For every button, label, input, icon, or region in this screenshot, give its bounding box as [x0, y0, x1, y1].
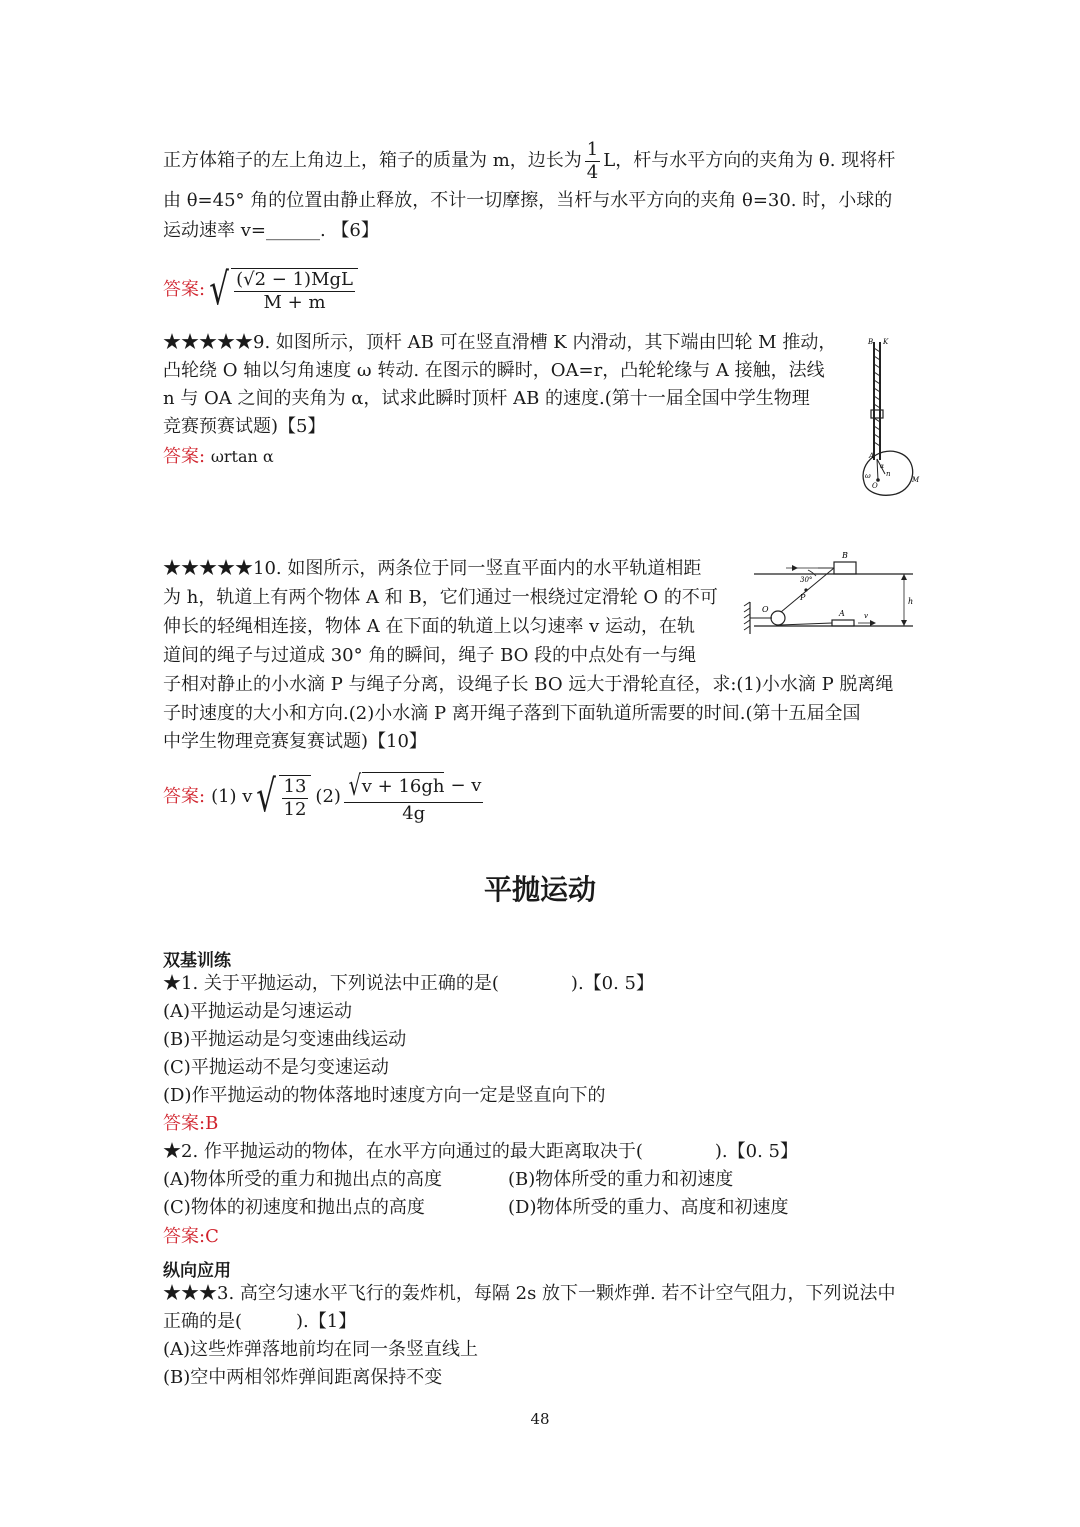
q1-answer: 答案:B	[163, 1113, 219, 1134]
p8-fraction-numerator: 1	[586, 138, 599, 160]
q2-answer: 答案:C	[163, 1226, 219, 1247]
p10-line-2: 为 h，轨道上有两个物体 A 和 B，它们通过一根绕过定滑轮 O 的不可	[163, 587, 718, 608]
page-number: 48	[530, 1410, 550, 1428]
q2-option-a: (A)物体所受的重力和抛出点的高度	[163, 1169, 443, 1190]
p9-fig-label-n: n	[886, 470, 891, 478]
q1-option-a: (A)平抛运动是匀速运动	[163, 1001, 353, 1022]
p10-line-5: 子相对静止的小水滴 P 与绳子分离，设绳子长 BO 远大于滑轮直径，求:(1)小水滴 P 脱离绳	[163, 674, 894, 695]
p9-fig-label-B: B	[868, 338, 874, 346]
p10-answer-part2-prefix: (2)	[315, 786, 341, 807]
p9-line-2: 凸轮绕 O 轴以匀角速度 ω 转动. 在图示的瞬时，OA=r，凸轮轮缘与 A 接触，法线	[163, 360, 825, 381]
p8-line-3: 运动速率 v=______. 【6】	[163, 220, 379, 241]
q2-option-c: (C)物体的初速度和抛出点的高度	[163, 1197, 425, 1218]
q3-stem-line-2: 正确的是( ).【1】	[163, 1311, 357, 1332]
p10-answer-part2-rest: − v	[450, 774, 482, 796]
p10-answer-part1-sqrt	[252, 771, 311, 822]
p10-answer-part1-fraction	[282, 778, 309, 819]
p10-fig-label-h: h	[908, 597, 914, 606]
p8-answer	[163, 262, 358, 318]
p9-line-4: 竞赛预赛试题)【5】	[163, 416, 326, 437]
subsection-vertical-application: 纵向应用	[163, 1261, 231, 1281]
q3-option-a: (A)这些炸弹落地前均在同一条竖直线上	[163, 1339, 479, 1360]
p9-answer	[163, 446, 274, 468]
p8-line-1	[163, 138, 895, 184]
p10-fig-label-angle: 30°	[800, 576, 813, 584]
p10-line-7: 中学生物理竞赛复赛试题)【10】	[163, 731, 427, 752]
p10-line-3: 伸长的轻绳相连接，物体 A 在下面的轨道上以匀速率 v 运动，在轨	[163, 616, 696, 637]
p8-text-a: 正方体箱子的左上角边上，箱子的质量为 m，边长为	[163, 150, 582, 171]
q1-option-c: (C)平抛运动不是匀变速运动	[163, 1057, 389, 1078]
p10-answer-part2-root: v + 16gh	[362, 772, 445, 800]
p8-line-2: 由 θ=45° 角的位置由静止释放，不计一切摩擦，当杆与水平方向的夹角 θ=30. 时，小球的	[163, 190, 893, 211]
p9-fig-label-omega: ω	[865, 472, 871, 480]
p8-fraction	[585, 138, 600, 183]
p8-answer-denominator: M + m	[263, 292, 326, 313]
q2-stem: ★2. 作平抛运动的物体，在水平方向通过的最大距离取决于( ).【0. 5】	[163, 1141, 799, 1162]
p10-fig-label-P: P	[800, 593, 806, 602]
q1-stem: ★1. 关于平抛运动，下列说法中正确的是( ).【0. 5】	[163, 973, 655, 994]
p8-answer-label: 答案:	[163, 279, 206, 300]
p10-line-4: 道间的绳子与过道成 30° 角的瞬间，绳子 BO 段的中点处有一与绳	[163, 645, 697, 666]
p9-fig-label-M: M	[912, 476, 920, 484]
p10-fig-label-v: v	[864, 612, 868, 620]
radical-icon: √	[256, 771, 277, 822]
p10-line-1: ★★★★★10. 如图所示，两条位于同一竖直平面内的水平轨道相距	[163, 558, 702, 579]
q3-stem-line-1: ★★★3. 高空匀速水平飞行的轰炸机，每隔 2s 放下一颗炸弹. 若不计空气阻力，下列说法中	[163, 1283, 896, 1304]
p10-answer-part1-denominator: 12	[283, 799, 307, 820]
p8-answer-numerator: (√2 − 1)MgL	[236, 269, 353, 290]
p8-fraction-denominator: 4	[586, 161, 599, 183]
p10-line-6: 子时速度的大小和方向.(2)小水滴 P 离开绳子落到下面轨道所需要的时间.(第十五届全国	[163, 703, 861, 724]
p10-answer-part1-numerator: 13	[283, 776, 307, 797]
radical-icon: √	[348, 768, 362, 802]
q2-option-b: (B)物体所受的重力和初速度	[508, 1169, 734, 1190]
radical-icon: √	[209, 264, 229, 315]
p10-fig-label-O: O	[762, 605, 769, 614]
p10-answer-part1-prefix: (1) v	[211, 786, 253, 807]
p10-answer-part2-fraction	[344, 768, 484, 824]
p9-fig-label-K: K	[883, 338, 889, 346]
p10-answer-part2-sqrt	[346, 768, 445, 802]
q3-option-b: (B)空中两相邻炸弹间距离保持不变	[163, 1367, 443, 1388]
subsection-basic-training: 双基训练	[163, 951, 231, 971]
p10-answer-part2-denominator: 4g	[402, 802, 426, 824]
q1-option-d: (D)作平抛运动的物体落地时速度方向一定是竖直向下的	[163, 1085, 606, 1106]
p8-answer-sqrt	[205, 264, 358, 315]
p10-fig-label-B: B	[842, 551, 848, 560]
p10-fig-label-A: A	[839, 609, 845, 618]
p10-answer-part2-numerator	[344, 768, 484, 803]
p10-answer-label: 答案:	[163, 786, 206, 807]
p8-answer-fraction	[234, 271, 355, 312]
section-title: 平抛运动	[483, 873, 596, 906]
p8-text-b: L，杆与水平方向的夹角为 θ. 现将杆	[603, 150, 896, 171]
p10-rails-figure	[738, 546, 918, 638]
q1-option-b: (B)平抛运动是匀变速曲线运动	[163, 1029, 407, 1050]
p10-answer	[163, 766, 486, 828]
p9-line-1: ★★★★★9. 如图所示，顶杆 AB 可在竖直滑槽 K 内滑动，其下端由凹轮 M 推动，	[163, 332, 837, 353]
p9-fig-label-A: A	[869, 452, 875, 460]
p9-cam-figure	[852, 332, 924, 498]
q2-option-d: (D)物体所受的重力、高度和初速度	[508, 1197, 789, 1218]
p9-answer-label: 答案:	[163, 446, 206, 467]
p9-answer-value: ωrtan α	[210, 447, 274, 466]
p9-fig-label-O: O	[872, 482, 878, 490]
p9-fig-label-alpha: α	[880, 463, 885, 470]
p9-line-3: n 与 OA 之间的夹角为 α，试求此瞬时顶杆 AB 的速度.(第十一届全国中学生物理	[163, 388, 810, 409]
